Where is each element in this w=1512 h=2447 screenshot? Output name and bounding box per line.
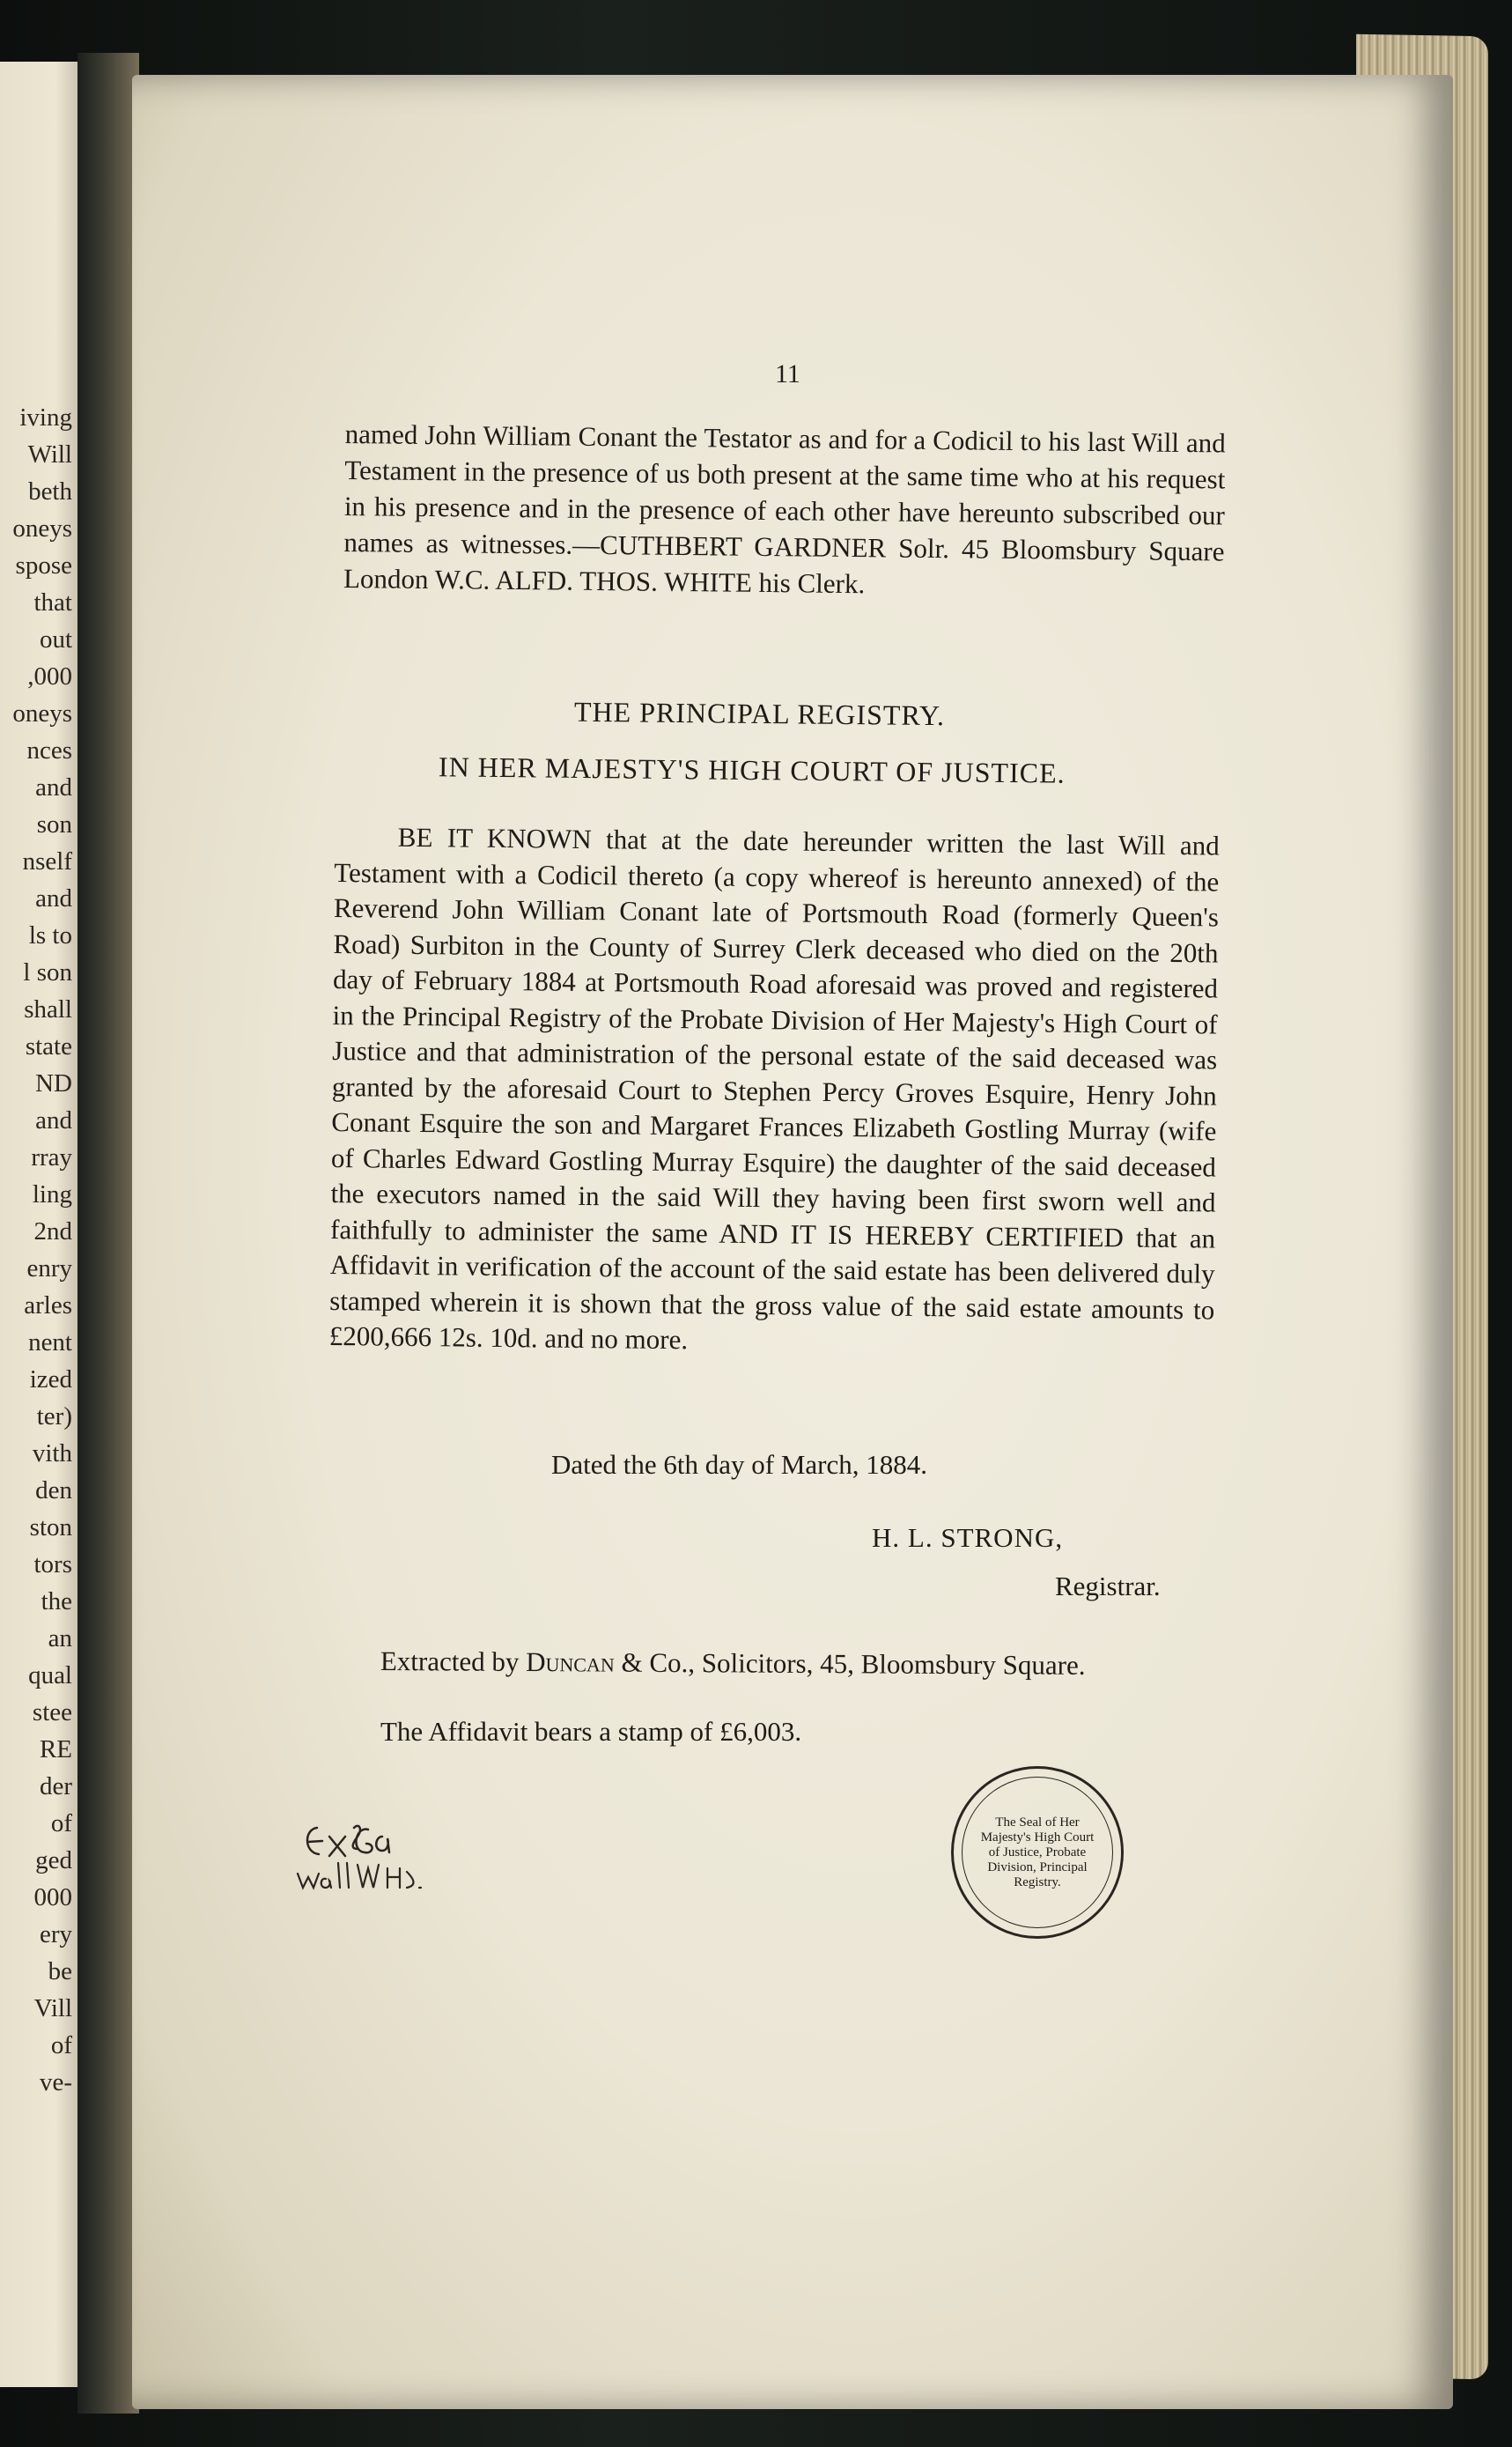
seal-text: The Seal of Her Majesty's High Court of Justice, Probate Division, Principal Registry. <box>962 1777 1113 1928</box>
affidavit-stamp-line: The Affidavit bears a stamp of £6,003. <box>380 1716 802 1747</box>
left-page-fragment: ston <box>29 1513 72 1541</box>
left-page-fragment: of <box>50 1809 72 1837</box>
left-page-fragment: iving <box>19 403 72 432</box>
left-page-fragment: and <box>35 884 72 913</box>
left-page-fragment: nent <box>28 1328 72 1357</box>
left-page-fragment: ls to <box>28 921 72 950</box>
left-page-fragment: enry <box>26 1254 72 1283</box>
left-page-fragment: RE <box>39 1735 72 1763</box>
left-page-fragment: spose <box>15 551 72 580</box>
left-page-fragment: nces <box>26 736 72 765</box>
left-page-fragment: son <box>36 810 72 839</box>
left-page-fragment: l son <box>23 958 72 987</box>
left-page-fragment: Will <box>27 440 72 469</box>
left-page-fragment: be <box>48 1957 72 1985</box>
left-page-fragment: the <box>41 1587 72 1615</box>
registrar-title: Registrar. <box>1055 1571 1161 1601</box>
probate-body: that at the date hereunder written the last Will and Testament with a Codicil thereto (a copy whereof is hereunto annexed) of the Reverend John William Conant late of Portsmouth Road (formerly Queen's Road) Surbiton in the County of Surrey Clerk deceased who died on the 20th day of February 1884 at Portsmouth Road aforesaid was proved and registered in the Principal Registry of the Probate Division of Her Majesty's High Court of Justice and that administration of the personal estate of the said deceased was granted by the aforesaid Court to Stephen Percy Groves Esquire, Henry John Conant Esquire the son and Margaret Frances Elizabeth Gostling Murray (wife of Charles Edward Gostling Murray Esquire) the daughter of the said deceased the executors named in the said Will they having been first sworn well and faithfully to administer the same <box>329 824 1220 1249</box>
left-page-fragment: stee <box>32 1698 72 1726</box>
attestation-paragraph: named John William Conant the Testator as and for a Codicil to his last Will and Testament in the presence of us both present at the same time who at his request in his presence and in the presence of each other have hereunto subscribed our names as witnesses.—CUTHBERT GARDNER Solr. 45 Bloomsbury Square London W.C. ALFD. THOS. WHITE his Clerk. <box>343 418 1226 600</box>
left-page-fragment: oneys <box>12 699 72 728</box>
page-number: 11 <box>775 359 800 388</box>
extracted-prefix: Extracted by <box>380 1645 527 1678</box>
left-page <box>0 62 79 2387</box>
left-page-fragment: of <box>50 2031 72 2059</box>
left-page-fragment: an <box>48 1624 72 1652</box>
left-page-fragment: nself <box>22 847 72 876</box>
extracted-suffix: & Co., Solicitors, 45, Bloomsbury Square. <box>614 1646 1086 1681</box>
left-page-fragment: state <box>25 1032 72 1061</box>
left-page-fragment: and <box>35 1106 72 1135</box>
left-page-fragment: Vill <box>33 1994 72 2022</box>
book-gutter <box>77 53 139 2414</box>
left-page-fragment: arles <box>24 1291 72 1320</box>
left-page-fragment: that <box>33 588 72 617</box>
probate-tail: that an Affidavit in verification of the account of the said estate has been delivered duly stamped wherein it is shown that the gross value of the said estate amounts to £200,666 12s. 10d. and no more. <box>328 1221 1216 1356</box>
left-page-fragment: ling <box>32 1180 72 1209</box>
registrar-name: H. L. STRONG, <box>872 1522 1064 1553</box>
left-page-fragment: beth <box>28 477 72 506</box>
extracted-by-line <box>380 1645 1086 1682</box>
left-page-fragment: ve- <box>39 2068 72 2096</box>
left-page-fragment: der <box>39 1772 72 1800</box>
left-page-fragment: tors <box>33 1550 72 1578</box>
probate-lead: BE IT KNOWN <box>397 821 592 855</box>
left-page-fragment: oneys <box>12 514 72 543</box>
registry-heading: THE PRINCIPAL REGISTRY. <box>573 695 946 732</box>
left-page-fragment: vith <box>32 1439 72 1467</box>
left-page-fragment: ter) <box>36 1402 72 1430</box>
court-heading: IN HER MAJESTY'S HIGH COURT OF JUSTICE. <box>438 750 1066 789</box>
left-page-fragment: ND <box>35 1069 72 1098</box>
left-page-fragment: qual <box>28 1661 72 1689</box>
left-page-fragment: out <box>39 625 72 654</box>
left-page-fragment: 2nd <box>33 1217 72 1246</box>
court-seal-stamp <box>951 1766 1124 1939</box>
left-page-fragment: ery <box>39 1920 72 1948</box>
certified-lead: AND IT IS HEREBY CERTIFIED <box>719 1217 1125 1253</box>
left-page-fragment: ized <box>29 1365 72 1394</box>
probate-paragraph <box>329 819 1220 1364</box>
left-page-fragment: den <box>35 1476 72 1504</box>
firm-name: Duncan <box>526 1646 615 1678</box>
left-page-fragment: 000 <box>33 1883 72 1911</box>
dated-line: Dated the 6th day of March, 1884. <box>551 1449 927 1480</box>
left-page-fragment: ,000 <box>27 662 72 691</box>
left-page-fragment: shall <box>24 995 72 1024</box>
handwritten-annotation <box>291 1810 449 1907</box>
left-page-fragment: rray <box>31 1143 72 1172</box>
left-page-fragment: ged <box>35 1846 72 1874</box>
left-page-fragment: and <box>35 773 72 802</box>
